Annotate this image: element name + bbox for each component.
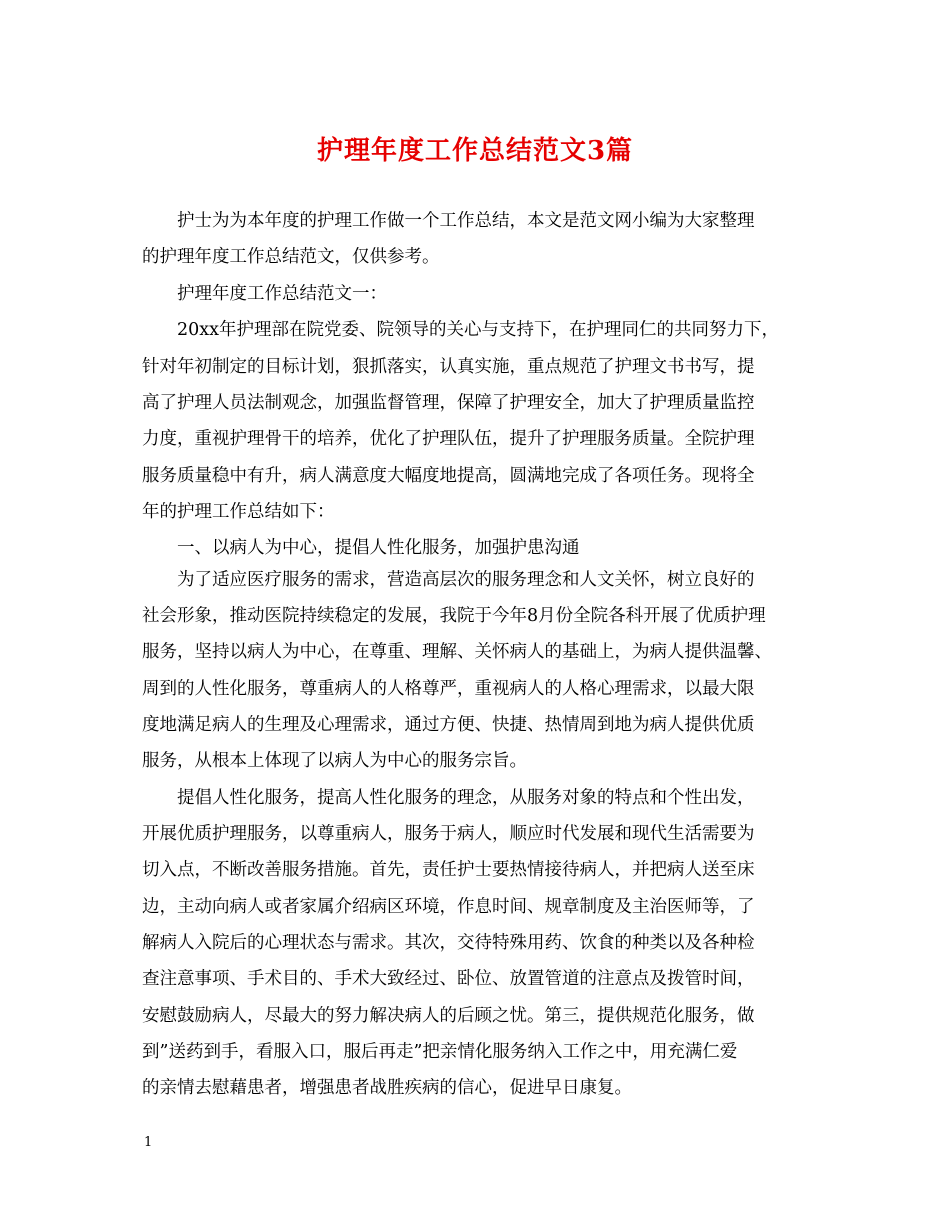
paragraph-line: 开展优质护理服务，以尊重病人，服务于病人，顺应时代发展和现代生活需要为 [142, 824, 755, 844]
paragraph-line: 提倡人性化服务，提高人性化服务的理念，从服务对象的特点和个性出发， [177, 788, 755, 808]
paragraph-line: 解病人入院后的心理状态与需求。其次，交待特殊用药、饮食的种类以及各种检 [142, 933, 755, 953]
paragraph-line: 切入点，不断改善服务措施。首先，责任护士要热情接待病人，并把病人送至床 [142, 860, 755, 880]
paragraph-line: 护理年度工作总结范文一： [177, 284, 387, 304]
paragraph-line: 的亲情去慰藉患者，增强患者战胜疾病的信心，促进早日康复。 [142, 1078, 632, 1098]
page-title: 护理年度工作总结范文3篇 [316, 136, 634, 166]
paragraph-line: 边，主动向病人或者家属介绍病区环境，作息时间、规章制度及主治医师等，了 [142, 897, 755, 917]
paragraph-line: 服务，从根本上体现了以病人为中心的服务宗旨。 [142, 751, 527, 771]
paragraph-line: 安慰鼓励病人，尽最大的努力解决病人的后顾之忧。第三，提供规范化服务，做 [142, 1006, 755, 1026]
paragraph-line: 年的护理工作总结如下： [142, 502, 335, 522]
paragraph-line: 力度，重视护理骨干的培养，优化了护理队伍，提升了护理服务质量。全院护理 [142, 429, 755, 449]
paragraph-line: 社会形象，推动医院持续稳定的发展，我院于今年8月份全院各科开展了优质护理 [142, 606, 766, 626]
paragraph-line: 服务质量稳中有升，病人满意度大幅度地提高，圆满地完成了各项任务。现将全 [142, 466, 755, 486]
section-heading: 一、以病人为中心，提倡人性化服务，加强护患沟通 [177, 538, 580, 558]
paragraph-line: 度地满足病人的生理及心理需求，通过方便、快捷、热情周到地为病人提供优质 [142, 715, 755, 735]
paragraph-line: 服务，坚持以病人为中心，在尊重、理解、关怀病人的基础上，为病人提供温馨、 [142, 642, 772, 662]
paragraph-line: 到”送药到手，看服入口，服后再走”把亲情化服务纳入工作之中，用充满仁爱 [142, 1042, 738, 1062]
page-number: 1 [144, 1135, 153, 1150]
paragraph-line: 为了适应医疗服务的需求，营造高层次的服务理念和人文关怀，树立良好的 [177, 570, 755, 590]
paragraph-line: 20xx年护理部在院党委、院领导的关心与支持下，在护理同仁的共同努力下， [177, 320, 780, 340]
paragraph-line: 针对年初制定的目标计划，狠抓落实，认真实施，重点规范了护理文书书写，提 [142, 357, 755, 377]
paragraph-line: 的护理年度工作总结范文，仅供参考。 [142, 247, 440, 267]
paragraph-line: 护士为为本年度的护理工作做一个工作总结，本文是范文网小编为大家整理 [177, 211, 755, 231]
paragraph-line: 周到的人性化服务，尊重病人的人格尊严，重视病人的人格心理需求，以最大限 [142, 679, 755, 699]
paragraph-line: 高了护理人员法制观念，加强监督管理，保障了护理安全，加大了护理质量监控 [142, 393, 755, 413]
paragraph-line: 查注意事项、手术目的、手术大致经过、卧位、放置管道的注意点及拨管时间， [142, 969, 755, 989]
